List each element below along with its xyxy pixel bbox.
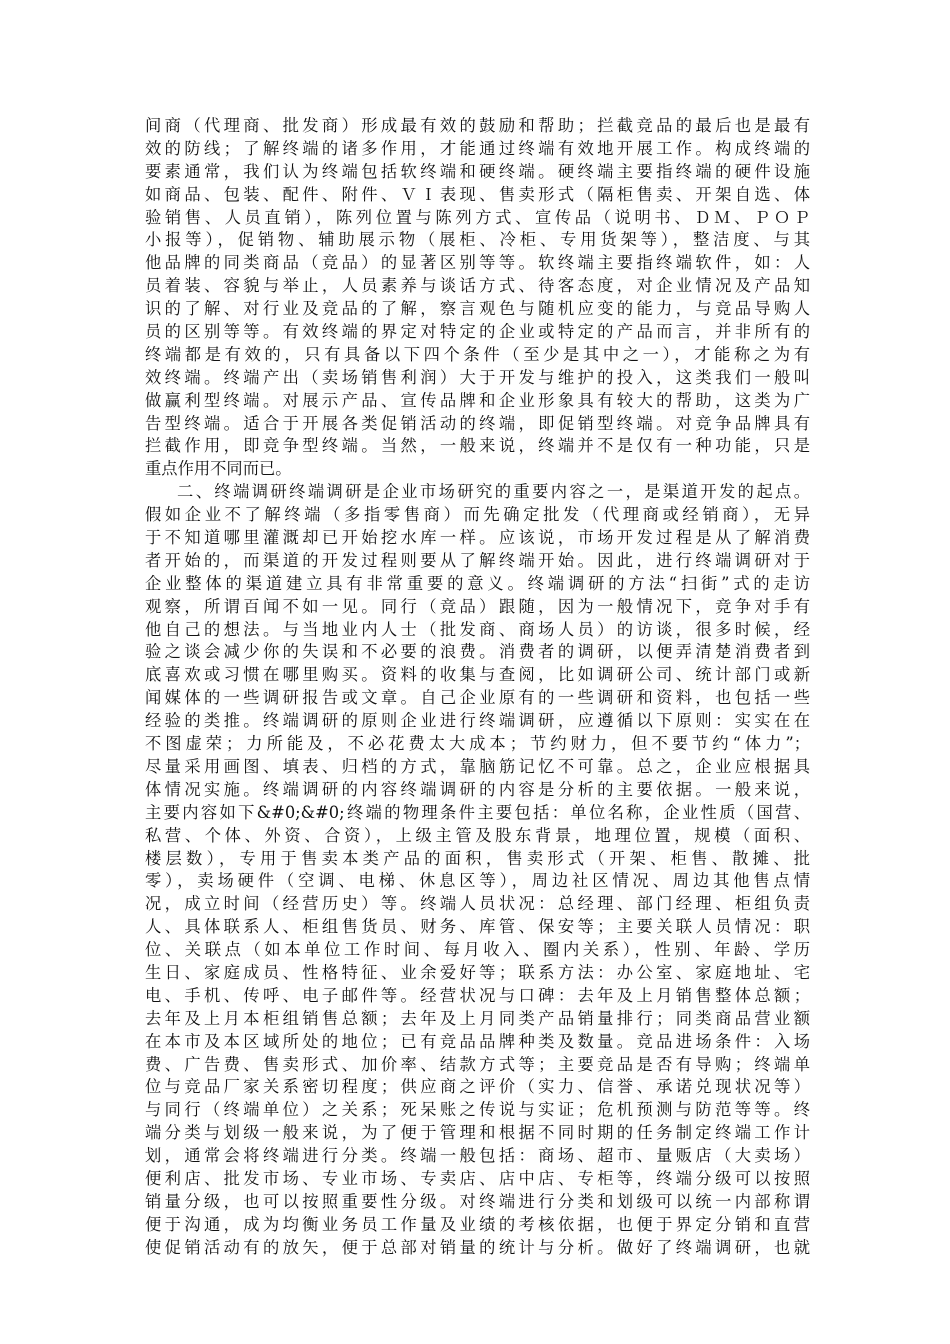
text-line: 验之谈会减少你的失误和不必要的浪费。消费者的调研，以便弄清楚消费者到 bbox=[145, 642, 810, 662]
text-line: 如商品、包装、配件、附件、ＶＩ表现、售卖形式（隔柜售卖、开架自选、体 bbox=[145, 184, 810, 204]
text-line: 生日、家庭成员、性格特征、业余爱好等；联系方法：办公室、家庭地址、宅 bbox=[145, 962, 810, 982]
text-line: 在本市及本区域所处的地位；已有竞品品牌种类及数量。竞品进场条件：入场 bbox=[145, 1031, 810, 1051]
text-line: 费、广告费、售卖形式、加价率、结款方式等；主要竞品是否有导购；终端单 bbox=[145, 1054, 810, 1074]
text-line: 主要内容如下&#0;&#0;终端的物理条件主要包括：单位名称，企业性质（国营、 bbox=[145, 802, 810, 822]
text-line: 于不知道哪里灌溉却已开始挖水库一样。应该说，市场开发过程是从了解消费 bbox=[145, 528, 810, 548]
paragraph-end-line: 重点作用不同而已。 bbox=[145, 459, 292, 479]
text-line: 者开始的，而渠道的开发过程则要从了解终端开始。因此，进行终端调研对于 bbox=[145, 550, 810, 570]
text-line: 终端都是有效的，只有具备以下四个条件（至少是其中之一），才能称之为有 bbox=[145, 344, 810, 364]
text-line: 企业整体的渠道建立具有非常重要的意义。终端调研的方法“扫街”式的走访 bbox=[145, 573, 810, 593]
text-line: 小报等），促销物、辅助展示物（展柜、冷柜、专用货架等），整洁度、与其 bbox=[145, 230, 810, 250]
text-line: 电、手机、传呼、电子邮件等。经营状况与口碑：去年及上月销售整体总额； bbox=[145, 985, 810, 1005]
text-line: 去年及上月本柜组销售总额；去年及上月同类产品销量排行；同类商品营业额 bbox=[145, 1008, 810, 1028]
text-line: 私营、个体、外资、合资），上级主管及股东背景，地理位置，规模（面积、 bbox=[145, 825, 810, 845]
text-line: 他自己的想法。与当地业内人士（批发商、商场人员）的访谈，很多时候，经 bbox=[145, 619, 810, 639]
text-line: 他品牌的同类商品（竞品）的显著区别等等。软终端主要指终端软件，如：人 bbox=[145, 253, 810, 273]
text-line: 经验的类推。终端调研的原则企业进行终端调研，应遵循以下原则：实实在在 bbox=[145, 711, 810, 731]
text-line: 告型终端。适合于开展各类促销活动的终端，即促销型终端。对竞争品牌具有 bbox=[145, 413, 810, 433]
text-line: 闻媒体的一些调研报告或文章。自己企业原有的一些调研和资料，也包括一些 bbox=[145, 688, 810, 708]
text-line: 销量分级，也可以按照重要性分级。对终端进行分类和划级可以统一内部称谓 bbox=[145, 1191, 810, 1211]
text-line: 便利店、批发市场、专业市场、专卖店、店中店、专柜等，终端分级可以按照 bbox=[145, 1168, 810, 1188]
text-line: 体情况实施。终端调研的内容终端调研的内容是分析的主要依据。一般来说， bbox=[145, 779, 810, 799]
text-line: 位与竞品厂家关系密切程度；供应商之评价（实力、信誉、承诺兑现状况等） bbox=[145, 1077, 810, 1097]
text-line: 不图虚荣；力所能及，不必花费太大成本；节约财力，但不要节约“体力”； bbox=[145, 734, 810, 754]
text-line: 尽量采用画图、填表、归档的方式，靠脑筋记忆不可靠。总之，企业应根据具 bbox=[145, 756, 810, 776]
text-line: 底喜欢或习惯在哪里购买。资料的收集与查阅，比如调研公司、统计部门或新 bbox=[145, 665, 810, 685]
text-line: 拦截作用，即竞争型终端。当然，一般来说，终端并不是仅有一种功能，只是 bbox=[145, 436, 810, 456]
text-line: 人、具体联系人、柜组售货员、财务、库管、保安等；主要关联人员情况：职 bbox=[145, 917, 810, 937]
body-text bbox=[145, 115, 810, 1260]
text-line: 做赢利型终端。对展示产品、宣传品牌和企业形象具有较大的帮助，这类为广 bbox=[145, 390, 810, 410]
text-line: 验销售、人员直销），陈列位置与陈列方式、宣传品（说明书、ＤＭ、ＰＯＰ bbox=[145, 207, 810, 227]
text-line: 间商（代理商、批发商）形成最有效的鼓励和帮助；拦截竞品的最后也是最有 bbox=[145, 116, 810, 135]
text-line: 楼层数），专用于售卖本类产品的面积，售卖形式（开架、柜售、散摊、批 bbox=[145, 848, 810, 868]
section-start-line: 二、终端调研终端调研是企业市场研究的重要内容之一，是渠道开发的起点。 bbox=[177, 482, 810, 502]
text-line: 要素通常，我们认为终端包括软终端和硬终端。硬终端主要指终端的硬件设施 bbox=[145, 161, 810, 181]
text-line: 效终端。终端产出（卖场销售利润）大于开发与维护的投入，这类我们一般叫 bbox=[145, 367, 810, 387]
text-line: 识的了解、对行业及竞品的了解，察言观色与随机应变的能力，与竞品导购人 bbox=[145, 299, 810, 319]
text-line: 假如企业不了解终端（多指零售商）而先确定批发（代理商或经销商），无异 bbox=[145, 505, 810, 525]
text-line: 观察，所谓百闻不如一见。同行（竞品）跟随，因为一般情况下，竞争对手有 bbox=[145, 596, 810, 616]
text-line: 使促销活动有的放矢，便于总部对销量的统计与分析。做好了终端调研，也就 bbox=[145, 1237, 810, 1257]
text-line: 划，通常会将终端进行分类。终端一般包括：商场、超市、量贩店（大卖场） bbox=[145, 1146, 810, 1166]
text-line: 员着装、容貌与举止，人员素养与谈话方式、待客态度，对企业情况及产品知 bbox=[145, 276, 810, 296]
text-line: 便于沟通，成为均衡业务员工作量及业绩的考核依据，也便于界定分销和直营 bbox=[145, 1214, 810, 1234]
text-line: 零），卖场硬件（空调、电梯、休息区等），周边社区情况、周边其他售点情 bbox=[145, 871, 810, 891]
text-line: 位、关联点（如本单位工作时间、每月收入、圈内关系），性别、年龄、学历 bbox=[145, 940, 810, 960]
text-line: 效的防线；了解终端的诸多作用，才能通过终端有效地开展工作。构成终端的 bbox=[145, 138, 810, 158]
text-line: 况，成立时间（经营历史）等。终端人员状况：总经理、部门经理、柜组负责 bbox=[145, 894, 810, 914]
text-line: 员的区别等等。有效终端的界定对特定的企业或特定的产品而言，并非所有的 bbox=[145, 322, 810, 342]
text-line: 与同行（终端单位）之关系；死呆账之传说与实证；危机预测与防范等等。终 bbox=[145, 1100, 810, 1120]
text-line: 端分类与划级一般来说，为了便于管理和根据不同时期的任务制定终端工作计 bbox=[145, 1123, 810, 1143]
